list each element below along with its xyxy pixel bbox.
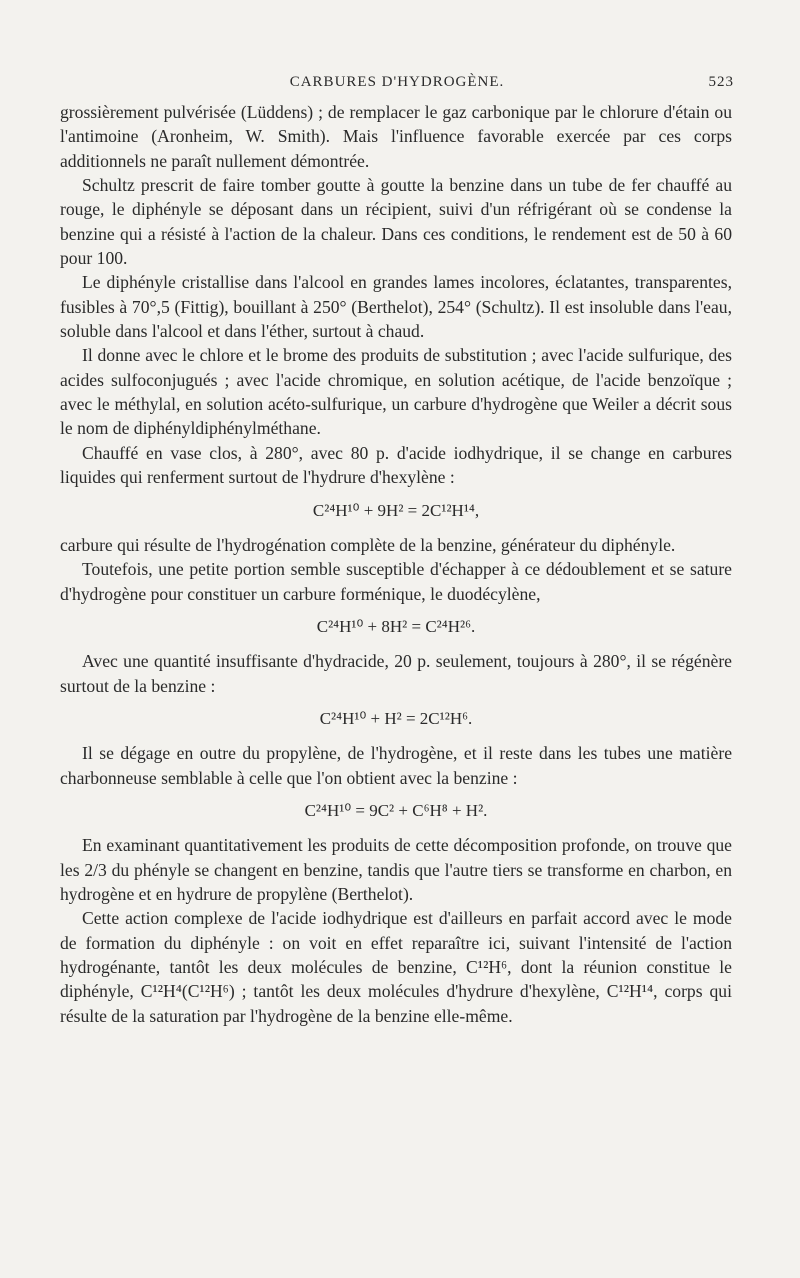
paragraph-properties: Le diphényle cristallise dans l'alcool en grandes lames incolores, éclatantes, transparentes, fusibles à 70°,5 (Fittig), bouillant à 250° (Berthelot), 254° (Schultz). Il est insoluble dans l'eau, soluble dans l'alcool et dans l'éther, surtout à chaud. [60, 272, 732, 342]
formula-decomposition: C²⁴H¹⁰ = 9C² + C⁶H⁸ + H². [304, 800, 488, 820]
paragraph-duodecylene: Toutefois, une petite portion semble susceptible d'échapper à ce dédoublement et se sature d'hydrogène pour constituer un carbure forménique, le duodécylène, [60, 559, 732, 604]
paragraph-continuation: grossièrement pulvérisée (Lüddens) ; de remplacer le gaz carbonique par le chlorure d'étain ou l'antimoine (Aronheim, W. Smith). Mais l'influence favorable exercée par ces corps additionnels ne paraît nullement démontrée. [60, 102, 732, 171]
formula-duodecylene: C²⁴H¹⁰ + 8H² = C²⁴H²⁶. [316, 616, 476, 636]
running-header [60, 74, 734, 96]
page-number: 523 [708, 74, 734, 90]
paragraph-heating: Chauffé en vase clos, à 280°, avec 80 p. d'acide iodhydrique, il se change en carbures liquides qui renferment surtout de l'hydrure d'hexylène : [60, 442, 732, 488]
body-text [60, 100, 732, 1028]
paragraph-insufficient: Avec une quantité insuffisante d'hydracide, 20 p. seulement, toujours à 280°, il se régénère surtout de la benzine : [60, 651, 732, 696]
paragraph-substitution: Il donne avec le chlore et le brome des produits de substitution ; avec l'acide sulfurique, des acides sulfoconjugués ; avec l'acide chromique, en solution acétique, de l'acide benzoïque ; avec le méthylal, en solution acéto-sulfurique, un carbure d'hydrogène que Weiler a décrit sous le nom de diphényldiphénylméthane. [60, 345, 732, 439]
running-title: CARBURES D'HYDROGÈNE. [289, 74, 505, 90]
paragraph-schultz: Schultz prescrit de faire tomber goutte à goutte la benzine dans un tube de fer chauffé au rouge, le diphényle se déposant dans un récipient, suivi d'un réfrigérant où se condense la benzine qui a résisté à l'action de la chaleur. Dans ces conditions, le rendement est de 50 à 60 pour 100. [60, 175, 732, 269]
paragraph-conclusion: Cette action complexe de l'acide iodhydrique est d'ailleurs en parfait accord avec le mode de formation du diphényle : on voit en effet reparaître ici, suivant l'intensité de l'action hydrogénante, tantôt les deux molécules de benzine, C¹²H⁶, dont la réunion constitue le diphényle, C¹²H⁴(C¹²H⁶) ; tantôt les deux molécules d'hydrure d'hexylène, C¹²H¹⁴, corps qui résulte de la saturation par l'hydrogène de la benzine elle-même. [60, 908, 732, 1026]
paragraph-propylene: Il se dégage en outre du propylène, de l'hydrogène, et il reste dans les tubes une matière charbonneuse semblable à celle que l'on obtient avec la benzine : [60, 743, 732, 788]
paragraph-carbure: carbure qui résulte de l'hydrogénation complète de la benzine, générateur du diphényle. [60, 534, 676, 555]
formula-benzine: C²⁴H¹⁰ + H² = 2C¹²H⁶. [319, 708, 473, 728]
formula-hydrogenation: C²⁴H¹⁰ + 9H² = 2C¹²H¹⁴, [312, 500, 480, 520]
paragraph-quantitative: En examinant quantitativement les produits de cette décomposition profonde, on trouve que les 2/3 du phényle se changent en benzine, tandis que l'autre tiers se transforme en charbon, en hydrogène et en hydrure de propylène (Berthelot). [60, 835, 732, 904]
